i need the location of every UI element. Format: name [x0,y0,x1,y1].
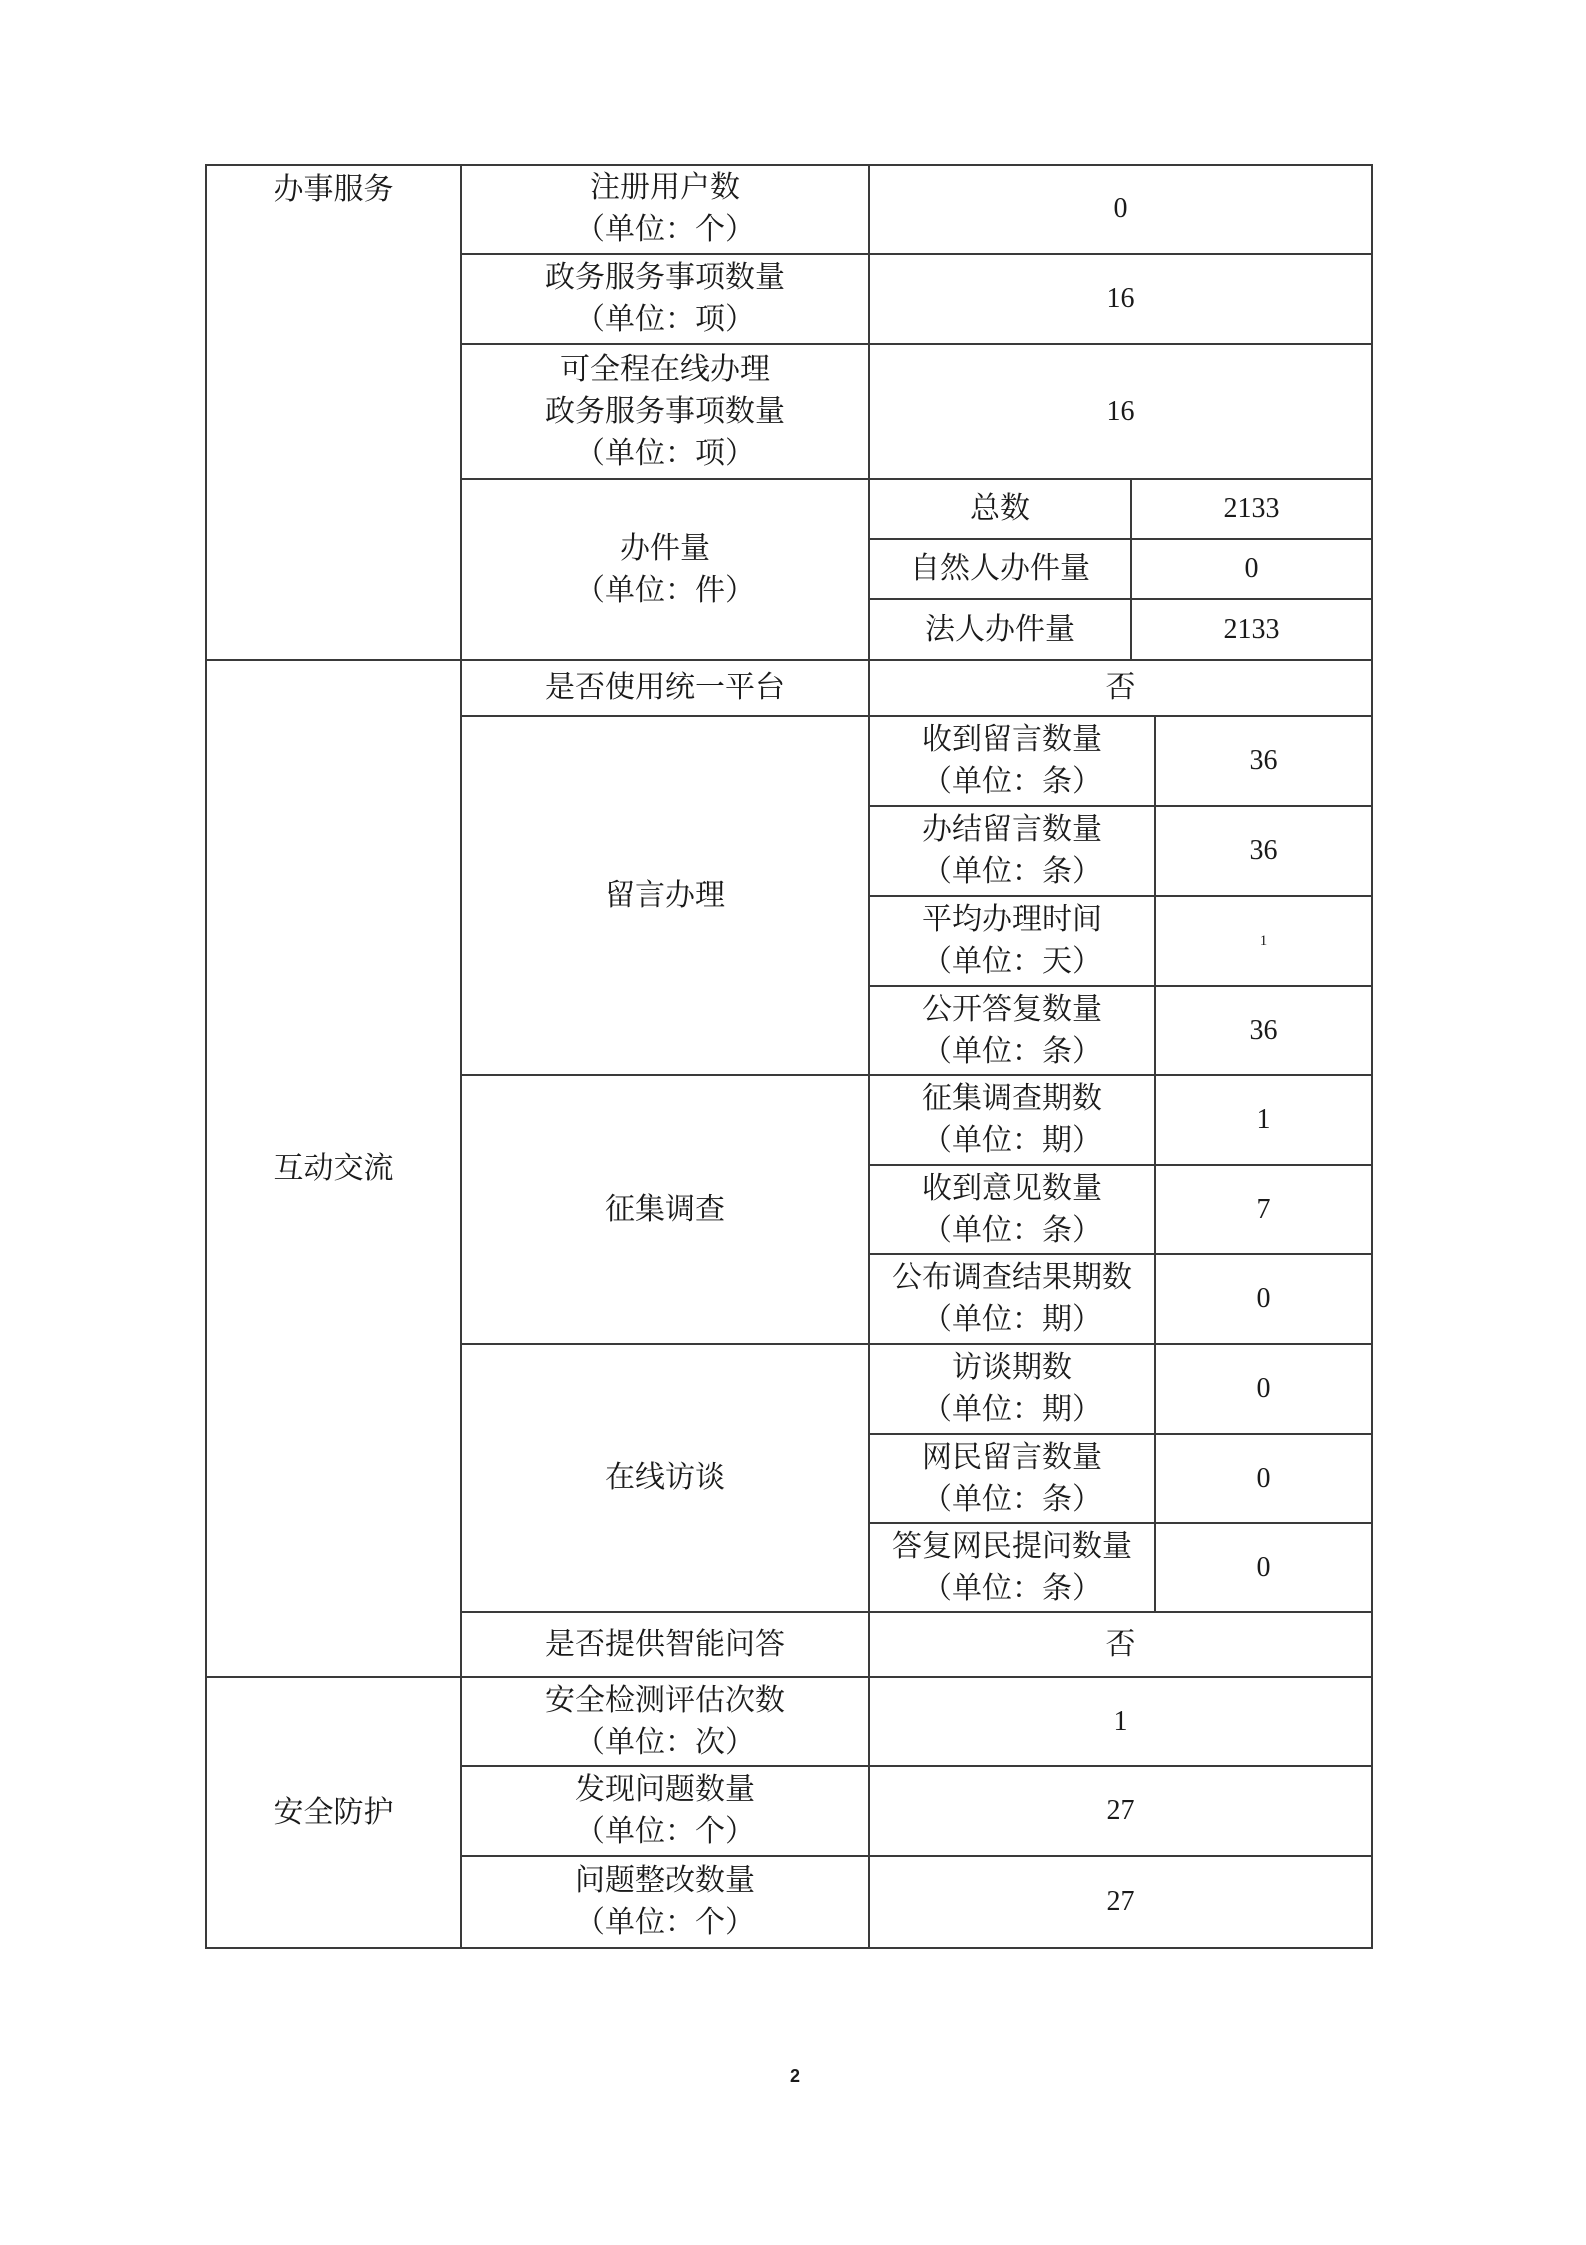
sub-metric-unit: （单位：条） [922,1212,1102,1248]
survey-results-label [870,1255,1154,1343]
sub-metric-value: 0 [1256,1551,1271,1583]
sub-metric-unit: （单位：条） [922,1033,1102,1069]
security-issues-fixed-value [870,1857,1371,1947]
survey-opinions-value [1156,1166,1371,1253]
sub-metric-unit: （单位：条） [922,854,1102,889]
sub-metric-label: 收到留言数量 [922,722,1102,757]
unified-platform-value [870,661,1371,715]
messages-group-name [462,717,868,1074]
survey-results-value [1156,1255,1371,1343]
sub-metric-label: 公开答复数量 [922,991,1102,1027]
interview-messages-value [1156,1435,1371,1522]
security-issues-fixed-name [462,1857,868,1947]
metric-name: 安全检测评估次数 [545,1682,785,1718]
metric-value: 1 [1113,1705,1128,1737]
section-label-security [207,1678,460,1947]
metric-name: 是否使用统一平台 [545,670,785,705]
online-items-value [870,345,1371,478]
metric-name: 办件量 [620,530,710,566]
interview-replies-value [1156,1524,1371,1611]
metric-unit: （单位：个） [575,1905,755,1940]
sub-metric-label: 平均办理时间 [922,902,1102,937]
interview-periods-label [870,1345,1154,1433]
messages-public-reply-label [870,987,1154,1074]
sub-metric-unit: （单位：条） [922,1481,1102,1517]
smart-qa-name [462,1613,868,1676]
sub-metric-label: 办结留言数量 [922,812,1102,847]
messages-closed-value [1156,807,1371,895]
security-issues-found-name [462,1767,868,1855]
sub-metric-unit: （单位：期） [922,1302,1102,1337]
handling-total-value [1132,480,1371,538]
metric-value: 16 [1106,395,1135,427]
sub-metric-label: 答复网民提问数量 [892,1528,1132,1564]
group-name: 在线访谈 [605,1460,725,1495]
interview-messages-label [870,1435,1154,1522]
metric-unit: （单位：个） [575,212,755,247]
security-issues-found-value [870,1767,1371,1855]
online-items-name [462,345,868,478]
survey-group-name [462,1076,868,1343]
sub-metric-value: 0 [1244,553,1259,584]
metric-unit: （单位：件） [575,572,755,608]
sub-metric-unit: （单位：天） [922,944,1102,979]
metric-value: 27 [1106,1795,1135,1826]
messages-public-reply-value [1156,987,1371,1074]
metric-unit: （单位：个） [575,1814,755,1849]
interview-periods-value [1156,1345,1371,1433]
messages-closed-label [870,807,1154,895]
sub-metric-value: 2133 [1223,493,1280,524]
survey-periods-label [870,1076,1154,1164]
handling-total-label [870,480,1130,538]
service-items-value [870,255,1371,343]
sub-metric-label: 自然人办件量 [910,551,1090,586]
sub-metric-value: 0 [1256,1462,1271,1494]
metric-name: 是否提供智能问答 [545,1626,785,1662]
section-title: 互动交流 [273,1150,394,1186]
sub-metric-value: 1 [1259,933,1268,949]
sub-metric-label: 法人办件量 [925,611,1075,647]
metric-name: 发现问题数量 [575,1772,755,1807]
sub-metric-value: 36 [1249,745,1278,776]
sub-metric-value: 36 [1249,835,1278,866]
sub-metric-label: 访谈期数 [952,1350,1072,1385]
survey-periods-value [1156,1076,1371,1164]
sub-metric-unit: （单位：条） [922,764,1102,799]
sub-metric-value: 2133 [1223,613,1280,645]
section-label-office-service [207,165,460,663]
section-title: 安全防护 [273,1794,394,1830]
metric-value: 16 [1106,283,1135,314]
sub-metric-unit: （单位：条） [922,1570,1102,1606]
smart-qa-value [870,1613,1371,1676]
messages-avg-time-value [1156,897,1371,985]
metric-value: 否 [1105,670,1136,705]
messages-received-value [1156,717,1371,805]
sub-metric-label: 收到意见数量 [922,1170,1102,1206]
metric-name: 可全程在线办理 [560,351,770,387]
group-name: 留言办理 [605,877,725,913]
security-assessments-name [462,1678,868,1765]
handling-natural-label [870,540,1130,598]
sub-metric-value: 36 [1249,1014,1278,1046]
handling-natural-value [1132,540,1371,598]
sub-metric-value: 0 [1256,1283,1271,1314]
sub-metric-label: 公布调查结果期数 [892,1260,1132,1295]
interview-group-name [462,1345,868,1611]
metric-name: 注册用户数 [590,170,740,205]
sub-metric-unit: （单位：期） [922,1123,1102,1158]
registered-users-value [870,165,1371,253]
security-assessments-value [870,1678,1371,1765]
registered-users-name [462,165,868,253]
survey-opinions-label [870,1166,1154,1253]
metric-unit: （单位：项） [575,302,755,337]
grid-line [1371,164,1373,1949]
metric-value: 27 [1106,1886,1135,1917]
section-label-interaction [207,661,460,1676]
handling-legal-label [870,600,1130,659]
sub-metric-label: 网民留言数量 [922,1439,1102,1475]
sub-metric-label: 总数 [970,491,1030,526]
sub-metric-value: 0 [1256,1373,1271,1404]
handling-volume-name [462,480,868,659]
sub-metric-value: 1 [1256,1104,1271,1135]
grid-line [205,1947,1373,1949]
section-title: 办事服务 [273,172,394,207]
sub-metric-unit: （单位：期） [922,1392,1102,1427]
metric-unit: （单位：次） [575,1724,755,1760]
group-name: 征集调查 [605,1191,725,1227]
service-items-name [462,255,868,343]
interview-replies-label [870,1524,1154,1611]
unified-platform-name [462,661,868,715]
messages-received-label [870,717,1154,805]
metric-name: 问题整改数量 [575,1863,755,1898]
sub-metric-value: 7 [1256,1193,1271,1225]
metric-unit: （单位：项） [575,435,755,471]
page-number: 2 [789,2066,800,2086]
metric-value: 0 [1113,193,1128,224]
metric-name: 政务服务事项数量 [545,260,785,295]
metric-name: 政务服务事项数量 [545,393,785,429]
sub-metric-label: 征集调查期数 [922,1081,1102,1116]
messages-avg-time-label [870,897,1154,985]
handling-legal-value [1132,600,1371,659]
metric-value: 否 [1105,1626,1136,1662]
